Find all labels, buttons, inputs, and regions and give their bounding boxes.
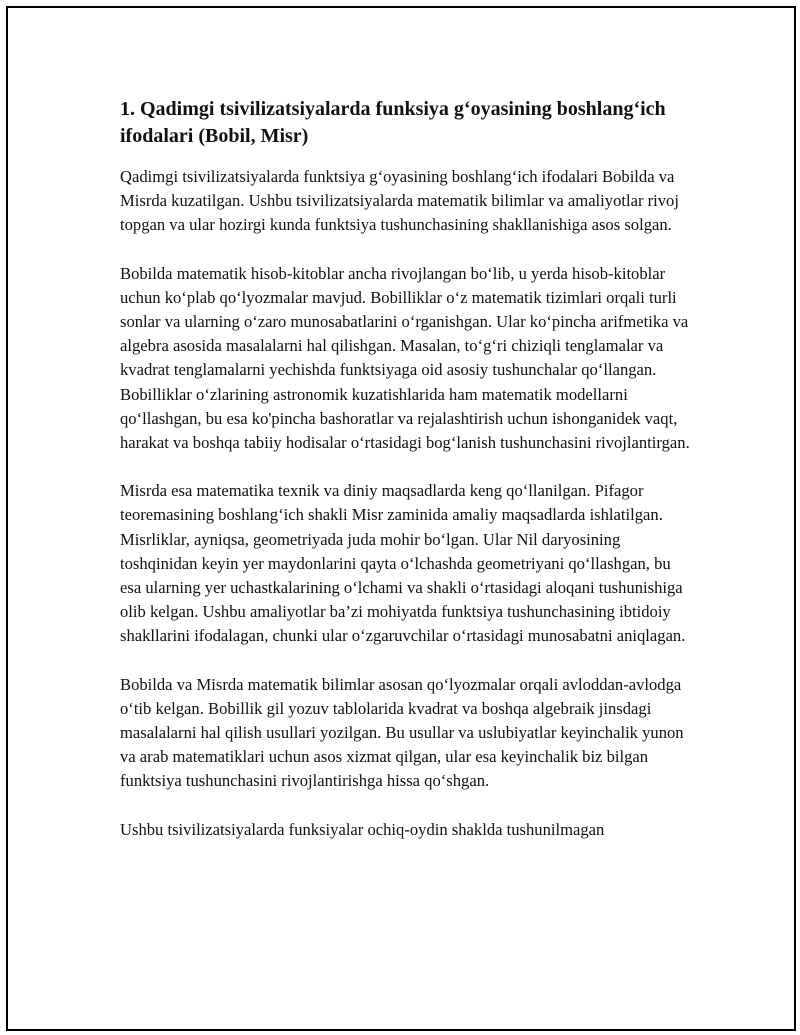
paragraph-babylon: Bobilda matematik hisob-kitoblar ancha rivojlangan bo‘lib, u yerda hisob-kitoblar uchun ko‘plab qo‘lyozmalar mavjud. Bobilliklar o‘z matematik tizimlari orqali turli sonlar va ularning o‘zaro munosabatlarini o‘rganishgan. Ular ko‘pincha arifmetika va algebra asosida masalalarni hal qilishgan. Masalan, to‘g‘ri chiziqli tenglamalar va kvadrat tenglamalarni yechishda funktsiyaga oid asosiy tushunchalar qo‘llangan. Bobilliklar o‘zlarining astronomik kuzatishlarida ham matematik modellarni qo‘llashgan, bu esa ko'pincha bashoratlar va rejalashtirish uchun ishonganidek vaqt, harakat va boshqa tabiiy hodisalar o‘rtasidagi bog‘lanish tushunchasini rivojlantirgan. xyxy=(120,263,690,453)
paragraph-conclusion: Ushbu tsivilizatsiyalarda funksiyalar ochiq-oydin shaklda tushunilmagan xyxy=(120,819,605,839)
page-frame xyxy=(6,6,796,1031)
paragraph-egypt: Misrda esa matematika texnik va diniy maqsadlarda keng qo‘llanilgan. Pifagor teoremasining boshlang‘ich shakli Misr zaminida amaliy maqsadlarda ishlatilgan. Misrliklar, ayniqsa, geometriyada juda mohir bo‘lgan. Ular Nil daryosining toshqinidan keyin yer maydonlarini qayta o‘lchashda geometriyani qo‘llashgan, bu esa ularning yer uchastkalarining o‘lchami va shakli o‘rtasidagi aloqani tushunishiga olib kelgan. Ushbu amaliyotlar ba’zi mohiyatda funktsiya tushunchasining ibtidoiy shakllarini ifodalagan, chunki ular o‘zgaruvchilar o‘rtasidagi munosabatni aniqlagan. xyxy=(120,481,686,646)
section-heading: 1. Qadimgi tsivilizatsiyalarda funksiya g‘oyasining boshlang‘ich ifodalari (Bobil, Misr) xyxy=(120,98,666,147)
paragraph-manuscripts: Bobilda va Misrda matematik bilimlar asosan qo‘lyozmalar orqali avloddan-avlodga o‘tib kelgan. Bobillik gil yozuv tablolarida kvadrat va boshqa algebraik jinsdagi masalalarni hal qilish usullari yozilgan. Bu usullar va uslubiyatlar keyinchalik yunon va arab matematiklari uchun asos xizmat qilgan, ular esa keyinchalik biz bilgan funktsiya tushunchasini rivojlantirishga hissa qo‘shgan. xyxy=(120,674,684,791)
document-body xyxy=(120,96,690,866)
paragraph-intro: Qadimgi tsivilizatsiyalarda funktsiya g‘oyasining boshlang‘ich ifodalari Bobilda va Misrda kuzatilgan. Ushbu tsivilizatsiyalarda matematik bilimlar va amaliyotlar rivoj topgan va ular hozirgi kunda funktsiya tushunchasining shakllanishiga asos solgan. xyxy=(120,167,679,235)
